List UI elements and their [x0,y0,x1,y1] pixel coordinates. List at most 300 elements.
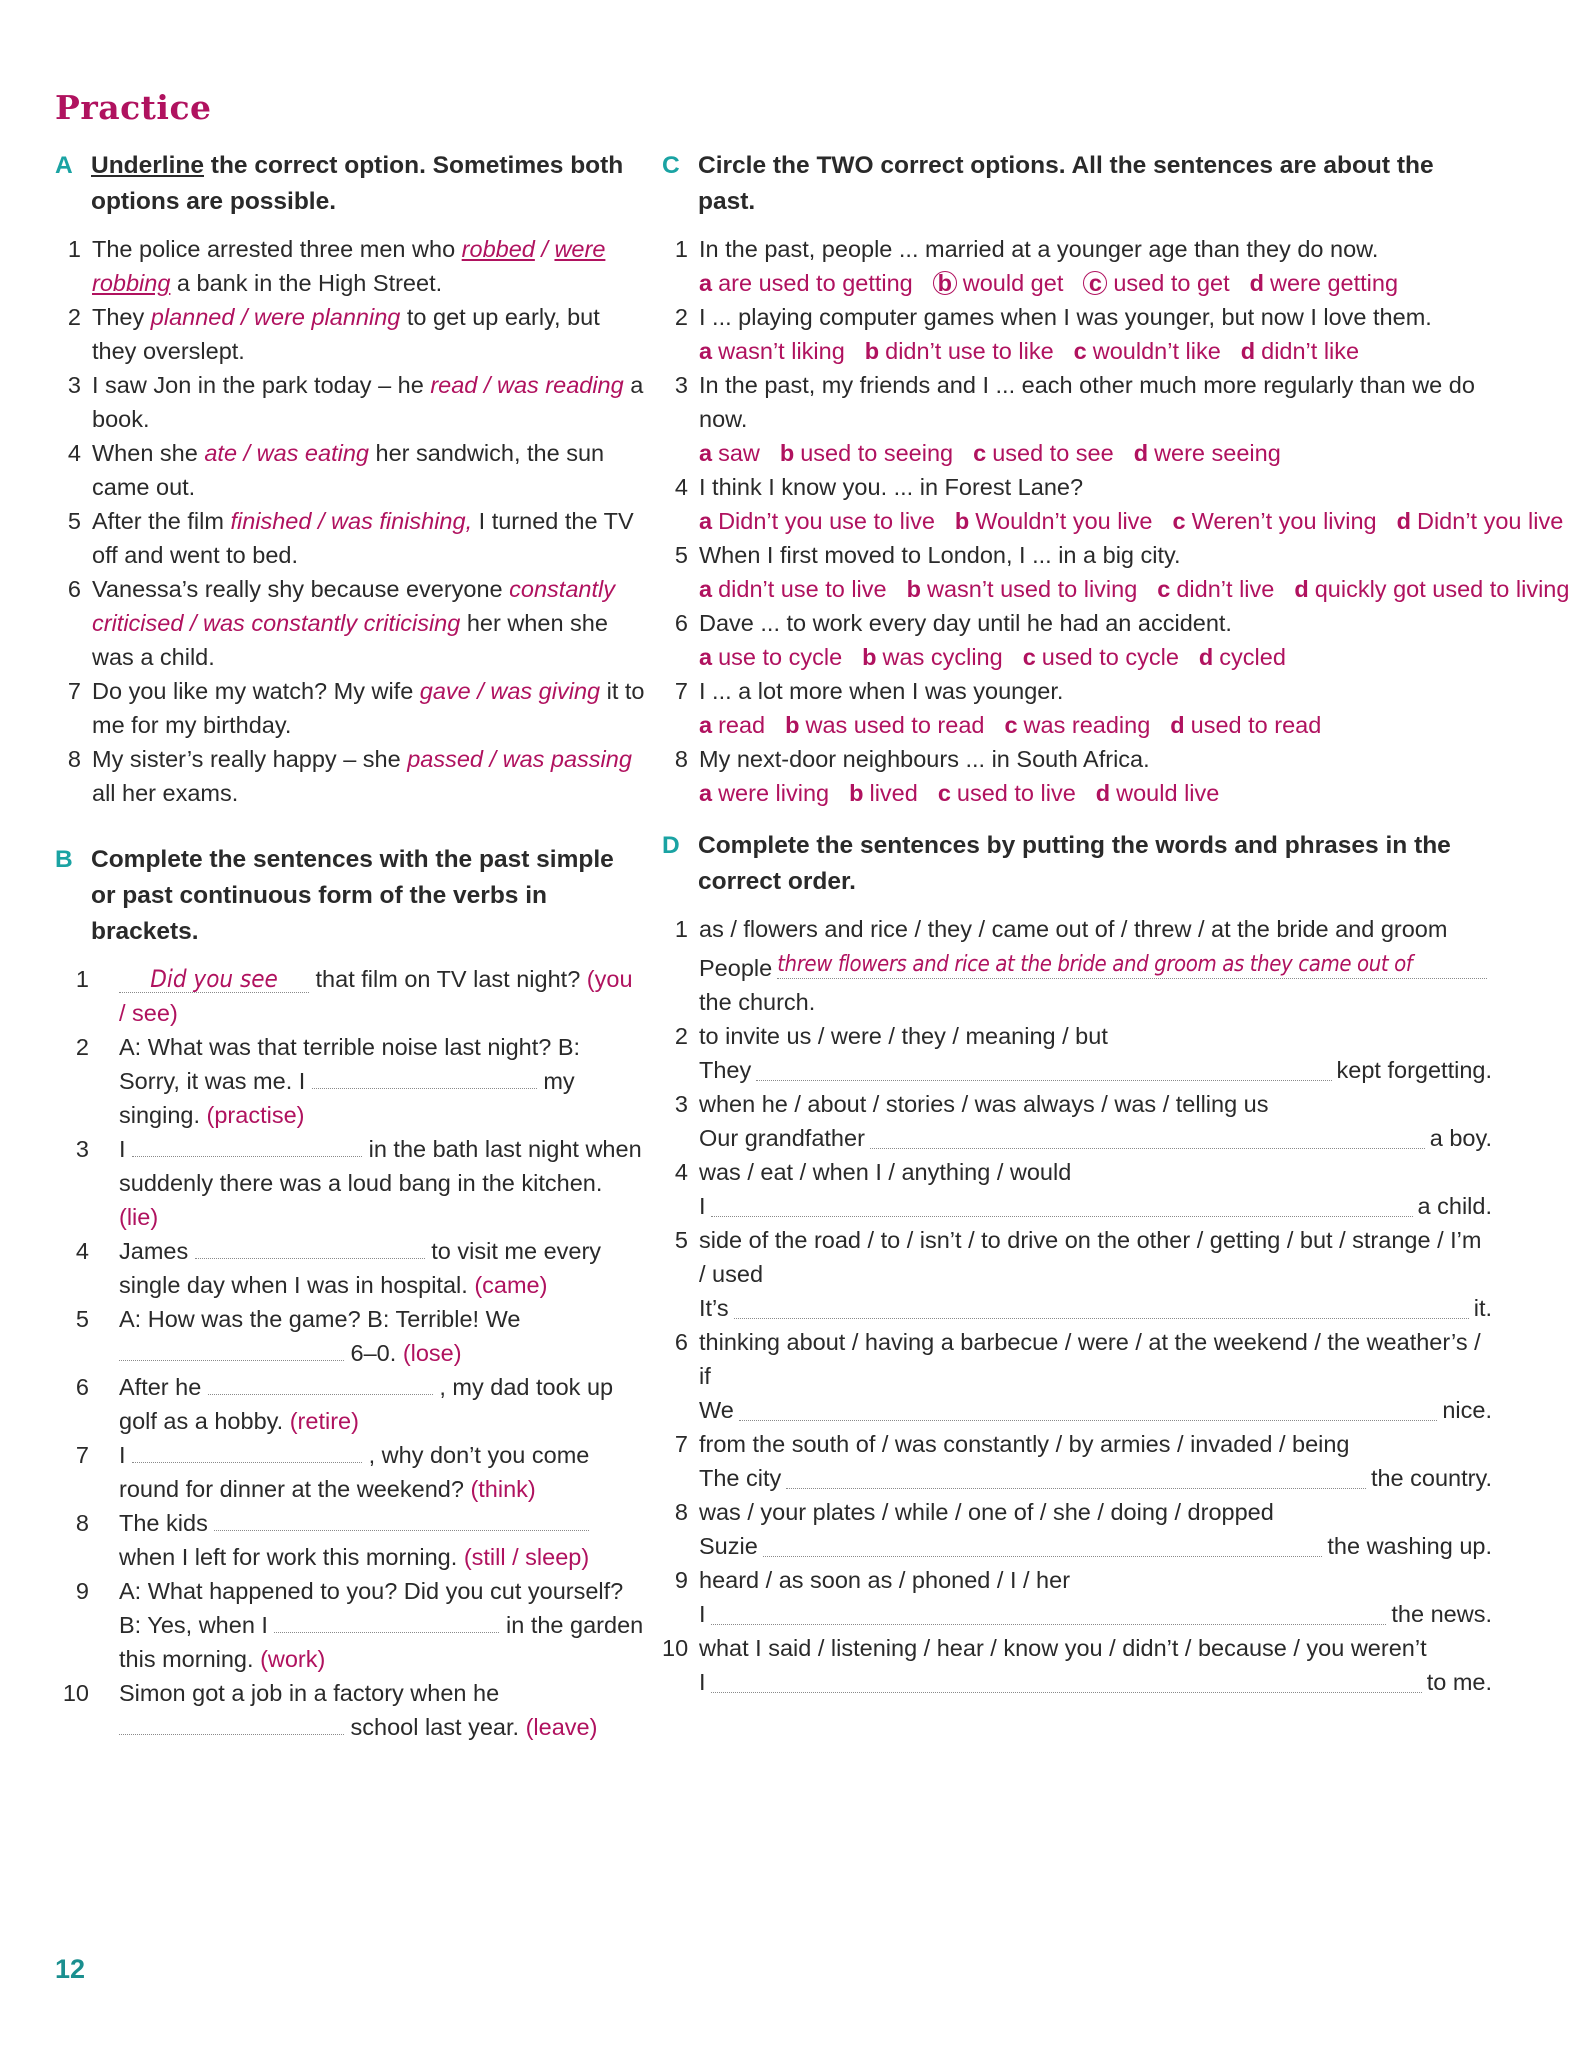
exercise-b-item [55,1030,645,1132]
word-list: side of the road / to / isn’t / to drive on the other / getting / but / strange / I’m / used [699,1227,1482,1287]
answer-option[interactable] [933,270,1064,296]
option-list [662,640,1492,674]
item-text: her when she was a child. [92,610,608,670]
option-two[interactable]: was finishing, [331,508,473,534]
item-text: They [92,304,151,330]
option-letter: c [1004,712,1018,738]
item-number: 8 [67,746,81,772]
exercise-a-item [55,232,645,300]
item-text: her sandwich, the sun came out. [92,440,605,500]
answer-blank[interactable] [711,1192,1413,1217]
option-letter: d [1133,440,1149,466]
answer-option[interactable] [1134,440,1281,466]
item-text: I saw Jon in the park today – he [92,372,431,398]
answer-blank[interactable] [274,1612,499,1633]
item-text: when I left for work this morning. [119,1544,458,1570]
answer-option[interactable] [699,780,829,806]
answer-blank[interactable] [763,1532,1323,1557]
option-letter: b [849,780,864,806]
option-list [662,776,1492,810]
option-letter: b [906,576,921,602]
option-separator: / [183,610,204,636]
example-answer: Did you see [150,965,278,993]
verb-hint: (leave) [525,1714,598,1740]
answer-option[interactable] [1083,270,1229,296]
item-text: I [119,1136,126,1162]
option-letter: d [1249,270,1265,296]
word-list: thinking about / having a barbecue / were / at the weekend / the weather’s / if [699,1329,1481,1389]
option-separator: / [483,746,503,772]
option-separator: / [237,440,257,466]
item-text: to visit me every single day when I was in hospital. [119,1238,602,1298]
option-letter: a [699,508,713,534]
sentence-start: They [699,1057,752,1083]
item-text: A: What happened to you? Did you cut yourself? B: Yes, when I [119,1578,624,1638]
exercise-d-item [662,912,1492,946]
option-text: were getting [1270,270,1399,296]
item-text: school last year. [350,1714,520,1740]
option-list [662,334,1492,368]
answer-blank[interactable] [119,962,309,993]
answer-option[interactable] [1241,338,1359,364]
answer-option[interactable] [938,780,1076,806]
option-text: quickly got used to living [1314,576,1570,602]
option-one[interactable]: gave [419,678,471,704]
answer-option[interactable] [907,576,1138,602]
option-text: wouldn’t like [1092,338,1221,364]
sentence-end: nice. [1442,1397,1492,1423]
exercise-c-item [662,742,1492,776]
answer-option[interactable] [1250,270,1398,296]
item-number: 3 [674,1091,688,1117]
exercise-a-item [55,504,645,572]
item-text: , my dad took up golf as a hobby. [119,1374,614,1434]
option-text: didn’t like [1261,338,1360,364]
option-letter: a [699,644,713,670]
verb-hint: (think) [470,1476,536,1502]
exercise-d-item [662,1427,1492,1461]
answer-blank[interactable] [734,1294,1469,1319]
answer-blank[interactable] [208,1374,433,1395]
answer-line [662,1189,1492,1223]
item-number: 1 [674,236,688,262]
answer-blank[interactable] [195,1238,425,1259]
option-text: used to read [1190,712,1322,738]
question-text: I ... playing computer games when I was younger, but now I love them. [699,304,1432,330]
question-text: When I first moved to London, I ... in a big city. [699,542,1181,568]
item-number: 6 [674,1329,688,1355]
item-number: 5 [67,508,81,534]
item-text: A: How was the game? B: Terrible! We [119,1306,521,1332]
answer-option[interactable] [699,270,913,296]
item-text: Simon got a job in a factory when he [119,1680,500,1706]
page-number: 12 [55,1954,86,1984]
sentence-start: I [699,1601,706,1627]
circled-option-letter: b [933,271,957,295]
answer-option[interactable] [1173,508,1377,534]
option-list [662,436,1492,470]
question-text: My next-door neighbours ... in South Africa. [699,746,1150,772]
option-letter: b [864,338,880,364]
option-letter: a [699,338,713,364]
option-text: used to seeing [800,440,954,466]
answer-line [662,1597,1492,1631]
exercise-a-item [55,368,645,436]
item-number: 1 [674,916,688,942]
answer-blank[interactable] [132,1136,362,1157]
sentence-start: I [699,1193,706,1219]
exercise-a-item [55,572,645,674]
option-list [662,504,1564,538]
exercise-c-item [662,606,1492,640]
item-number: 7 [75,1442,89,1468]
answer-blank[interactable] [870,1124,1425,1149]
option-letter: b [779,440,795,466]
answer-option[interactable] [1157,576,1274,602]
exercise-c-item [662,538,1492,572]
question-text: I think I know you. ... in Forest Lane? [699,474,1084,500]
answer-option[interactable] [699,338,845,364]
sentence-end: the country. [1370,1465,1492,1491]
option-letter: b [954,508,970,534]
item-number: 4 [674,1159,688,1185]
exercise-b-item [55,1676,645,1744]
item-text: Do you like my watch? My wife [92,678,420,704]
option-list [662,708,1492,742]
item-number: 10 [662,1635,689,1661]
sentence-end: the washing up. [1327,1533,1492,1559]
item-number: 5 [75,1306,89,1332]
option-two[interactable]: was eating [256,440,369,466]
verb-hint: (lose) [402,1340,462,1366]
option-one[interactable]: finished [230,508,312,534]
item-number: 2 [75,1034,89,1060]
option-text: was reading [1023,712,1151,738]
option-text: Didn’t you use to live [718,508,935,534]
word-list: when he / about / stories / was always / was / telling us [699,1091,1269,1117]
answer-option[interactable] [785,712,984,738]
sentence-end: kept forgetting. [1336,1057,1492,1083]
item-number: 3 [67,372,81,398]
item-number: 3 [75,1136,89,1162]
option-text: cycled [1219,644,1286,670]
option-text: read [718,712,766,738]
answer-blank[interactable] [132,1442,362,1463]
option-text: used to cycle [1041,644,1179,670]
question-text: In the past, people ... married at a younger age than they do now. [699,236,1379,262]
item-text: I [119,1442,126,1468]
answer-line [662,1461,1492,1495]
answer-option[interactable] [699,712,765,738]
answer-line [662,946,1492,985]
exercise-c-item [662,674,1492,708]
answer-option[interactable] [1004,712,1150,738]
exercise-a-item [55,436,645,504]
exercise-d-item [662,1223,1492,1291]
option-text: wasn’t liking [718,338,845,364]
option-letter: c [937,780,951,806]
answer-option[interactable] [1074,338,1221,364]
item-text: Vanessa’s really shy because everyone [92,576,510,602]
option-two[interactable]: were robbing [92,236,606,296]
item-text: a bank in the High Street. [170,270,443,296]
sentence-end: to me. [1426,1669,1492,1695]
item-number: 8 [674,1499,688,1525]
item-text: My sister’s really happy – she [92,746,408,772]
word-list: as / flowers and rice / they / came out of / threw / at the bride and groom [699,916,1448,942]
sentence-end: a boy. [1429,1125,1492,1151]
item-number: 7 [674,678,688,704]
item-number: 1 [75,966,89,992]
left-column [55,148,645,1744]
item-number: 6 [674,610,688,636]
answer-option[interactable] [849,780,918,806]
answer-line [662,1053,1492,1087]
option-text: use to cycle [718,644,843,670]
item-text: James [119,1238,189,1264]
option-letter: a [699,440,713,466]
answer-blank[interactable] [312,1068,537,1089]
item-number: 2 [674,304,688,330]
item-text: I turned the TV off and went to bed. [92,508,634,568]
sentence-start: Suzie [699,1533,758,1559]
exercise-c-item [662,232,1492,266]
answer-option[interactable] [955,508,1153,534]
answer-option[interactable] [1294,576,1569,602]
exercise-d-item [662,1019,1492,1053]
item-number: 5 [674,542,688,568]
option-one[interactable]: planned [150,304,235,330]
question-text: I ... a lot more when I was younger. [699,678,1064,704]
option-text: were seeing [1154,440,1281,466]
option-two[interactable]: was passing [502,746,632,772]
exercise-b-item [55,1506,645,1574]
option-separator: / [534,236,555,262]
section-d-instruction: D Complete the sentences by putting the words and phrases in the correct order. [662,828,1492,900]
option-two[interactable]: was giving [490,678,601,704]
exercise-b-item [55,1574,645,1676]
option-separator: / [234,304,255,330]
option-letter: d [1170,712,1185,738]
option-two[interactable]: were planning [254,304,401,330]
item-text: to get up early, but they overslept. [92,304,600,364]
answer-option[interactable] [699,576,887,602]
answer-blank[interactable] [777,946,1487,979]
exercise-b-item [55,1234,645,1302]
option-one[interactable]: constantly criticised [92,576,615,636]
option-letter: a [699,576,713,602]
option-separator: / [477,372,497,398]
item-text: my singing. [119,1068,575,1128]
option-text: lived [869,780,918,806]
section-d-items [662,912,1492,1699]
answer-blank[interactable] [739,1396,1438,1421]
option-letter: c [1157,576,1171,602]
section-c-items [662,232,1570,810]
exercise-c-item [662,300,1492,334]
section-b-items [55,962,645,1744]
answer-blank[interactable] [119,1714,344,1735]
sentence-start: We [699,1397,734,1423]
answer-option[interactable] [973,440,1114,466]
item-text: After he [119,1374,202,1400]
answer-option[interactable] [699,644,842,670]
word-list: was / eat / when I / anything / would [699,1159,1072,1185]
item-number: 7 [674,1431,688,1457]
option-one[interactable]: passed [407,746,483,772]
item-number: 2 [67,304,81,330]
sentence-start: I [699,1669,706,1695]
section-a-instruction: A Underline the correct option. Sometimes both options are possible. [55,148,645,220]
item-text: 6–0. [350,1340,397,1366]
item-text: that film on TV last night? [315,966,581,992]
question-text: Dave ... to work every day until he had an accident. [699,610,1232,636]
item-text: in the garden this morning. [119,1612,644,1672]
section-letter: B [55,846,73,873]
exercise-d-item [662,1325,1492,1393]
answer-line-cont [662,985,1492,1019]
option-text: would live [1116,780,1220,806]
answer-option[interactable] [865,338,1054,364]
answer-blank[interactable] [786,1464,1366,1489]
option-letter: d [1198,644,1214,670]
item-text: When she [92,440,205,466]
exercise-d-item [662,1087,1492,1121]
page-title: Practice [55,88,212,127]
verb-hint: (practise) [206,1102,305,1128]
option-letter: b [785,712,800,738]
verb-hint: (you / see) [119,966,633,1026]
exercise-c-item [662,470,1492,504]
option-letter: c [973,440,987,466]
answer-option[interactable] [699,440,760,466]
item-number: 5 [674,1227,688,1253]
exercise-b-item [55,1438,645,1506]
word-list: to invite us / were / they / meaning / but [699,1023,1108,1049]
answer-blank[interactable] [756,1056,1331,1081]
verb-hint: (work) [260,1646,326,1672]
answer-blank[interactable] [711,1600,1387,1625]
right-column [662,148,1570,1699]
exercise-b-item [55,1370,645,1438]
option-text: didn’t use to live [718,576,887,602]
option-text: used to see [992,440,1114,466]
exercise-d-item [662,1155,1492,1189]
option-text: Wouldn’t you live [975,508,1153,534]
item-text: it to me for my birthday. [92,678,645,738]
word-list: was / your plates / while / one of / she / doing / dropped [699,1499,1274,1525]
answer-line [662,1121,1492,1155]
question-text: In the past, my friends and I ... each other much more regularly than we do now. [699,372,1475,432]
option-list [662,266,1492,300]
item-number: 8 [75,1510,89,1536]
section-c-instruction: C Circle the TWO correct options. All the sentences are about the past. [662,148,1492,220]
answer-option[interactable] [1199,644,1286,670]
option-text: are used to getting [718,270,913,296]
answer-line [662,1393,1492,1427]
option-one[interactable]: robbed [461,236,535,262]
verb-hint: (lie) [119,1204,159,1230]
answer-option[interactable] [780,440,953,466]
option-text: didn’t live [1176,576,1275,602]
section-b-instruction: B Complete the sentences with the past simple or past continuous form of the verbs in brackets. [55,842,645,950]
answer-option[interactable] [1096,780,1220,806]
answer-blank[interactable] [119,1340,344,1361]
exercise-b-item [55,962,645,1030]
item-number: 9 [75,1578,89,1604]
option-letter: b [862,644,877,670]
answer-blank[interactable] [214,1510,589,1531]
exercise-b-item [55,1132,645,1234]
option-letter: c [1022,644,1036,670]
answer-option[interactable] [1397,508,1564,534]
item-number: 6 [67,576,81,602]
item-number: 1 [67,236,81,262]
sentence-end: the church. [699,989,816,1015]
word-list: what I said / listening / hear / know you / didn’t / because / you weren’t [699,1635,1427,1661]
sentence-start: Our grandfather [699,1125,865,1151]
answer-option[interactable] [1023,644,1179,670]
sentence-end: a child. [1417,1193,1492,1219]
exercise-a-item [55,674,645,742]
option-text: saw [718,440,760,466]
option-letter: d [1294,576,1309,602]
option-one[interactable]: read [430,372,478,398]
item-number: 9 [674,1567,688,1593]
verb-hint: (retire) [289,1408,359,1434]
answer-option[interactable] [1170,712,1321,738]
exercise-d-item [662,1563,1492,1597]
word-list: from the south of / was constantly / by armies / invaded / being [699,1431,1350,1457]
option-text: Didn’t you live [1416,508,1564,534]
item-number: 4 [674,474,688,500]
option-letter: c [1172,508,1186,534]
section-letter: A [55,152,73,179]
section-a-items [55,232,645,810]
option-two[interactable]: was constantly criticising [203,610,461,636]
item-number: 10 [62,1680,89,1706]
item-number: 4 [67,440,81,466]
exercise-c-item [662,368,1492,436]
item-text: all her exams. [92,780,239,806]
option-letter: a [699,712,713,738]
item-text: A: What was that terrible noise last night? B: Sorry, it was me. I [119,1034,581,1094]
item-number: 3 [674,372,688,398]
sentence-start: It’s [699,1295,729,1321]
option-separator: / [470,678,491,704]
answer-line [662,1529,1492,1563]
option-two[interactable]: was reading [496,372,624,398]
exercise-a-item [55,300,645,368]
answer-blank[interactable] [711,1668,1422,1693]
answer-option[interactable] [699,508,935,534]
item-number: 4 [75,1238,89,1264]
option-one[interactable]: ate [204,440,238,466]
option-text: was used to read [805,712,985,738]
option-letter: a [699,270,713,296]
option-separator: / [311,508,332,534]
example-answer: threw flowers and rice at the bride and groom as they came out of [777,952,1413,977]
answer-option[interactable] [862,644,1003,670]
option-text: wasn’t used to living [926,576,1138,602]
option-letter: a [699,780,713,806]
option-list [662,572,1570,606]
verb-hint: (came) [474,1272,548,1298]
exercise-b-item [55,1302,645,1370]
item-number: 6 [75,1374,89,1400]
item-text: in the bath last night when suddenly there was a loud bang in the kitchen. [119,1136,642,1196]
exercise-d-item [662,1495,1492,1529]
